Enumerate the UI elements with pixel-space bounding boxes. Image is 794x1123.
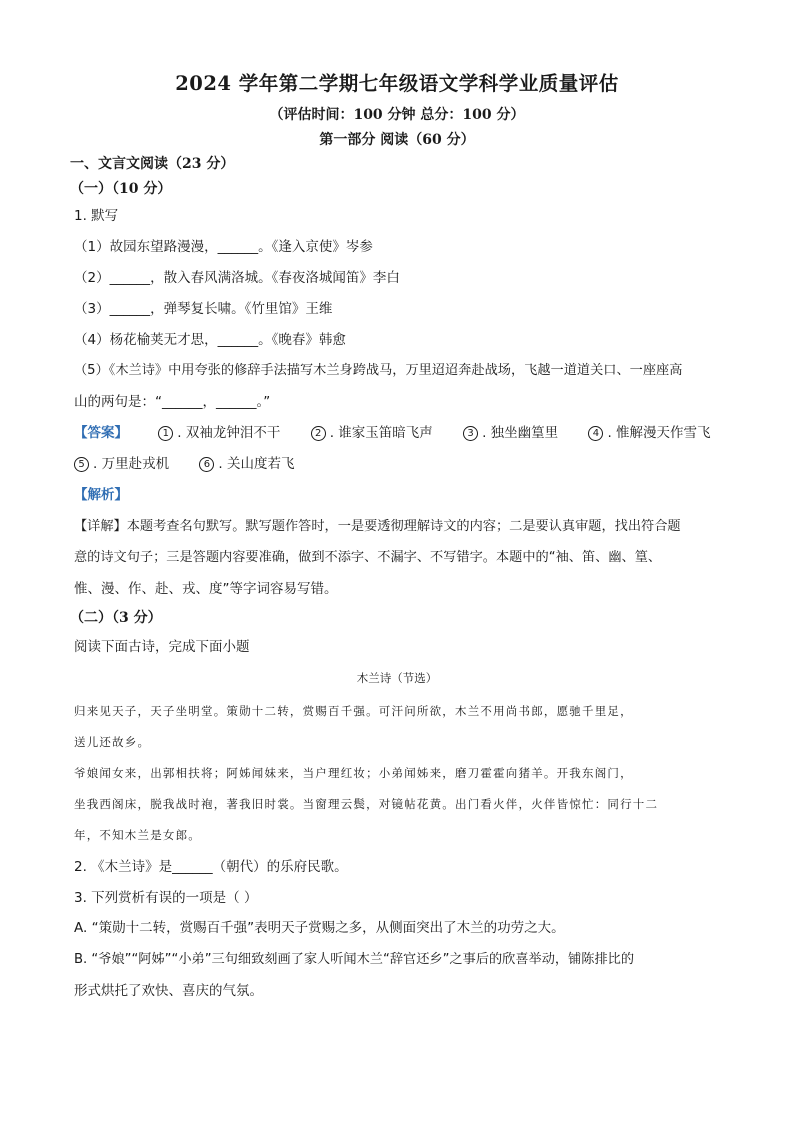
option-a: A. “策勋十二转，赏赐百千强”表明天子赏赐之多，从侧面突出了木兰的功劳之大。: [74, 920, 565, 936]
answer-number: 3: [463, 426, 478, 441]
page-title: 2024 学年第二学期七年级语文学科学业质量评估: [175, 72, 619, 95]
option-b: B. “爷娘”“阿姊”“小弟”三句细致刻画了家人听闻木兰“辞官还乡”之事后的欣喜举动，铺陈排比的: [74, 952, 635, 967]
analysis-tag: 【解析】: [74, 487, 128, 503]
subsection-heading-1: （一）（10 分）: [70, 181, 172, 197]
poem-line-1: 归来见天子，天子坐明堂。策勋十二转，赏赐百千强。可汗问所欲，木兰不用尚书郎，愿驰千里足，: [74, 704, 633, 718]
dictation-item-3: （3）______，弹琴复长啸。《竹里馆》王维: [74, 301, 333, 317]
answer-number: 6: [199, 457, 214, 472]
question-2: 2. 《木兰诗》是______（朝代）的乐府民歌。: [74, 859, 348, 875]
section-heading: 一、文言文阅读（23 分）: [70, 156, 235, 172]
detail-line-2: 意的诗文句子；三是答题内容要准确，做到不添字、不漏字、不写错字。本题中的“袖、笛、幽、篁、: [74, 550, 662, 565]
poem-line-5: 年，不知木兰是女郎。: [74, 828, 201, 842]
answer-item: 2 . 谁家玉笛暗飞声: [311, 423, 433, 443]
answer-number: 1: [158, 426, 173, 441]
answer-item: 4 . 惟解漫天作雪飞: [588, 423, 710, 443]
subsection-heading-2: （二）（3 分）: [70, 610, 162, 626]
question-1-label: 1. 默写: [74, 208, 119, 224]
dictation-item-4: （4）杨花榆荚无才思，______。《晚春》韩愈: [74, 332, 346, 348]
question-3: 3. 下列赏析有误的一项是（ ）: [74, 890, 258, 906]
poem-title: 木兰诗（节选）: [356, 671, 438, 685]
answer-tag: 【答案】: [74, 425, 128, 441]
dictation-item-5: （5）《木兰诗》中用夸张的修辞手法描写木兰身跨战马，万里迢迢奔赴战场，飞越一道道关口、一座座高: [74, 363, 683, 378]
answer-row-1: [74, 423, 724, 443]
answer-item: 6 . 关山度若飞: [199, 454, 294, 474]
dictation-item-2: （2）______，散入春风满洛城。《春夜洛城闻笛》李白: [74, 270, 400, 286]
detail-line-3: 惟、漫、作、赴、戎、度”等字词容易写错。: [74, 581, 338, 597]
dictation-item-5-cont: 山的两句是：“______，______。”: [74, 394, 271, 410]
part-heading: 第一部分 阅读（60 分）: [319, 132, 475, 148]
option-b-cont: 形式烘托了欢快、喜庆的气氛。: [74, 983, 263, 999]
poem-instruction: 阅读下面古诗，完成下面小题: [74, 639, 250, 655]
answer-number: 2: [311, 426, 326, 441]
answer-item: 1 . 双袖龙钟泪不干: [158, 423, 280, 443]
answer-item: 3 . 独坐幽篁里: [463, 423, 558, 443]
poem-line-2: 送儿还故乡。: [74, 735, 151, 749]
poem-line-3: 爷娘闻女来，出郭相扶将；阿姊闻妹来，当户理红妆；小弟闻姊来，磨刀霍霍向猪羊。开我东阁门，: [74, 766, 633, 780]
answer-row-2: [74, 454, 294, 474]
answer-item: 5 . 万里赴戎机: [74, 454, 169, 474]
answer-number: 4: [588, 426, 603, 441]
dictation-item-1: （1）故园东望路漫漫，______。《逢入京使》岑参: [74, 239, 373, 255]
exam-time-info: （评估时间：100 分钟 总分：100 分）: [269, 107, 525, 123]
detail-line-1: 【详解】本题考查名句默写。默写题作答时，一是要透彻理解诗文的内容；二是要认真审题，找出符合题: [74, 519, 681, 534]
poem-line-4: 坐我西阁床，脱我战时袍，著我旧时裳。当窗理云鬓，对镜帖花黄。出门看火伴，火伴皆惊忙：同行十二: [74, 797, 659, 811]
answer-number: 5: [74, 457, 89, 472]
